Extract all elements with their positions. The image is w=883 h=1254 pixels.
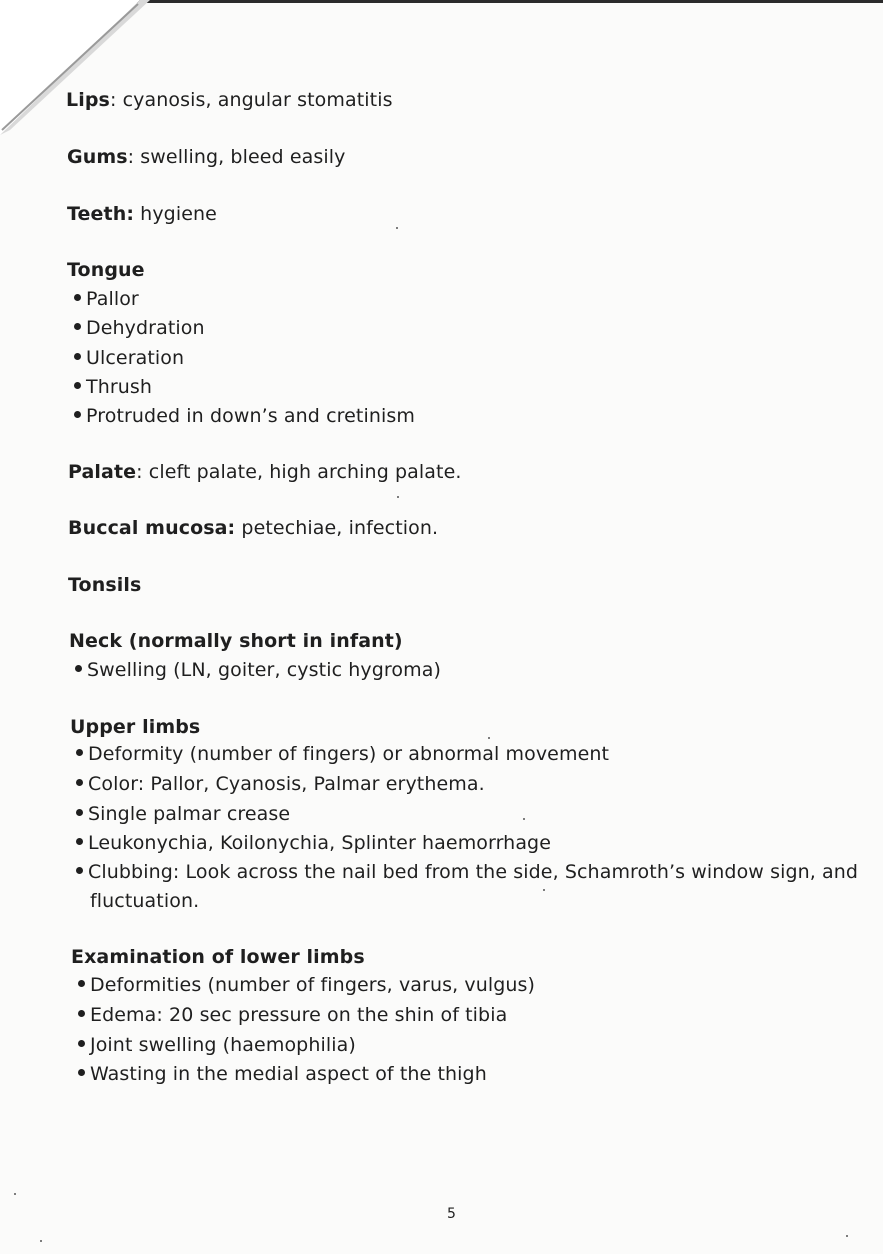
scan-speck — [396, 227, 398, 229]
upper-limbs-heading: Upper limbs — [70, 716, 201, 738]
neck-item: Swelling (LN, goiter, cystic hygroma) — [75, 658, 441, 682]
lower-limbs-heading: Examination of lower limbs — [71, 946, 365, 968]
palate-text: : cleft palate, high arching palate. — [136, 461, 462, 483]
upper-limbs-item: Color: Pallor, Cyanosis, Palmar erythema. — [76, 772, 485, 796]
lower-limbs-item: Edema: 20 sec pressure on the shin of tibia — [78, 1003, 507, 1027]
scan-speck — [523, 818, 525, 820]
gums-line — [67, 145, 345, 169]
neck-heading: Neck (normally short in infant) — [69, 630, 403, 652]
teeth-text: hygiene — [134, 203, 217, 225]
gums-text: : swelling, bleed easily — [127, 146, 346, 168]
tongue-item: Dehydration — [74, 316, 205, 340]
buccal-line — [68, 516, 438, 540]
teeth-label: Teeth: — [67, 203, 135, 225]
upper-limbs-item: Deformity (number of fingers) or abnormal movement — [76, 742, 609, 766]
tongue-item: Thrush — [74, 375, 152, 399]
page-number: 5 — [447, 1206, 456, 1222]
buccal-label: Buccal mucosa: — [68, 517, 236, 539]
scan-speck — [40, 1240, 42, 1242]
tongue-item: Ulceration — [74, 346, 184, 370]
lower-limbs-item: Deformities (number of fingers, varus, vulgus) — [78, 973, 535, 997]
upper-limbs-item-continuation: fluctuation. — [90, 890, 200, 912]
scan-speck — [14, 1193, 16, 1195]
tonsils-heading: Tonsils — [68, 574, 142, 596]
lower-limbs-item: Joint swelling (haemophilia) — [78, 1033, 356, 1057]
scan-speck — [397, 496, 399, 498]
gums-label: Gums — [67, 146, 128, 168]
teeth-line — [67, 202, 217, 226]
lips-line — [66, 88, 393, 112]
palate-line — [68, 460, 462, 484]
buccal-text: petechiae, infection. — [235, 517, 439, 539]
lips-text: : cyanosis, angular stomatitis — [109, 89, 393, 111]
palate-label: Palate — [68, 461, 137, 483]
upper-limbs-item: Leukonychia, Koilonychia, Splinter haemorrhage — [76, 831, 551, 855]
upper-limbs-item: Single palmar crease — [76, 802, 290, 826]
lower-limbs-item: Wasting in the medial aspect of the thigh — [78, 1062, 487, 1086]
upper-limbs-item: Clubbing: Look across the nail bed from the side, Schamroth’s window sign, and — [76, 860, 858, 884]
tongue-item: Pallor — [74, 287, 139, 311]
scan-speck — [543, 889, 545, 891]
scan-speck — [846, 1235, 848, 1237]
scan-speck — [488, 737, 490, 739]
tongue-heading: Tongue — [67, 259, 145, 281]
lips-label: Lips — [66, 89, 110, 111]
tongue-item: Protruded in down’s and cretinism — [74, 404, 415, 428]
